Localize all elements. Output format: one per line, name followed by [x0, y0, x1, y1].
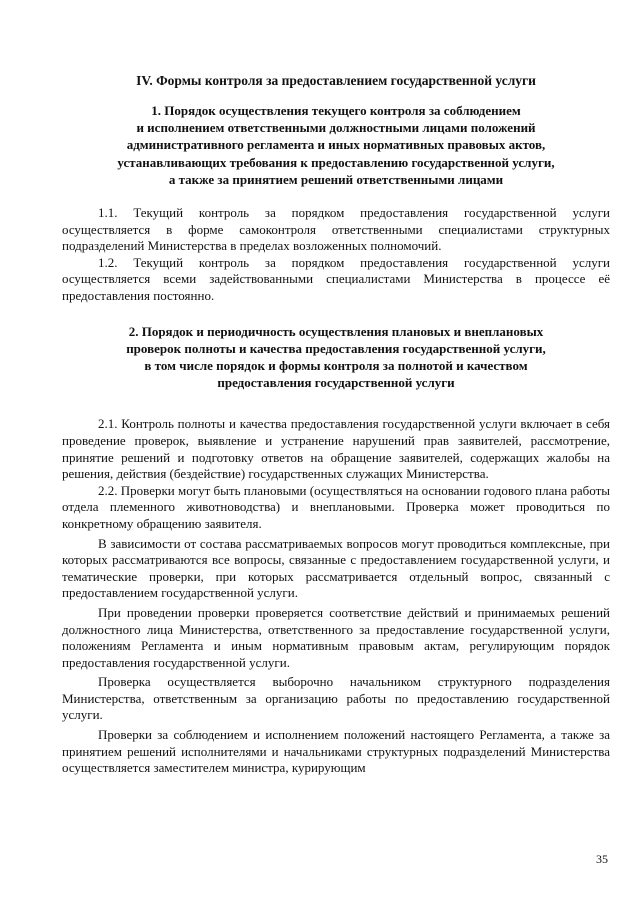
- section1-body: [62, 205, 610, 305]
- section1-title: [62, 102, 610, 188]
- paragraph-1-1: 1.1. Текущий контроль за порядком предоставления государственной услуги осуществляется в форме самоконтроля ответственными специалистами структурных подразделений Министерства в пределах возложенных полномочий.: [62, 205, 610, 254]
- section2-title-line: проверок полноты и качества предоставления государственной услуги,: [126, 340, 546, 356]
- section2-title-line: предоставления государственной услуги: [217, 375, 455, 391]
- paragraph-2-2: 2.2. Проверки могут быть плановыми (осуществляться на основании годового плана работы отдела племенного животноводства) и внеплановыми. Проверка может проводиться по конкретному обращению заявителя.: [62, 482, 610, 531]
- chapter-heading: IV. Формы контроля за предоставлением государственной услуги: [136, 73, 536, 88]
- section2-body: [62, 416, 610, 776]
- section2-title-line: 2. Порядок и периодичность осуществления плановых и внеплановых: [128, 323, 544, 339]
- paragraph-check-types: В зависимости от состава рассматриваемых вопросов могут проводиться комплексные, при которых рассматриваются все вопросы, связанные с предоставлением государственной услуги, и тематические проверки, при которых рассматривается отдельный вопрос, связанный с предоставлением государственной услуги.: [62, 535, 610, 601]
- section1-title-line: и исполнением ответственными должностными лицами положений: [136, 120, 536, 136]
- section1-title-line: а также за принятием решений ответственными лицами: [168, 171, 504, 187]
- document-page: [62, 72, 610, 777]
- paragraph-check-scope: При проведении проверки проверяется соответствие действий и принимаемых решений должностного лица Министерства, ответственного за предоставление государственной услуги, положениям Регламента и иным нормативным правовым актам, регулирующим порядок предоставления государственной услуги.: [62, 604, 610, 670]
- section1-title-line: устанавливающих требования к предоставлению государственной услуги,: [117, 154, 555, 170]
- section1-title-line: административного регламента и иных нормативных правовых актов,: [126, 137, 546, 153]
- section2-title-line: в том числе порядок и формы контроля за полнотой и качеством: [144, 357, 528, 373]
- section1-title-line: 1. Порядок осуществления текущего контроля за соблюдением: [151, 103, 521, 118]
- paragraph-1-2: 1.2. Текущий контроль за порядком предоставления государственной услуги осуществляется всеми задействованными специалистами Министерства в процессе её предоставления постоянно.: [62, 254, 610, 303]
- paragraph-2-1: 2.1. Контроль полноты и качества предоставления государственной услуги включает в себя проведение проверок, выявление и устранение нарушений прав заявителей, рассмотрение, принятие решений и подготовку ответов на обращение заявителей, содержащих жалобы на решения, действия (бездействие) государственных служащих Министерства.: [62, 416, 610, 482]
- paragraph-check-executor: Проверка осуществляется выборочно начальником структурного подразделения Министерства, ответственным за организацию работы по предоставлению государственной услуги.: [62, 674, 610, 723]
- section2-title: [62, 323, 610, 392]
- paragraph-compliance-checks: Проверки за соблюдением и исполнением положений настоящего Регламента, а также за принятием решений исполнителями и начальниками структурных подразделений Министерства осуществляется заместителем министра, курирующим: [62, 727, 610, 776]
- page-number: 35: [596, 852, 608, 866]
